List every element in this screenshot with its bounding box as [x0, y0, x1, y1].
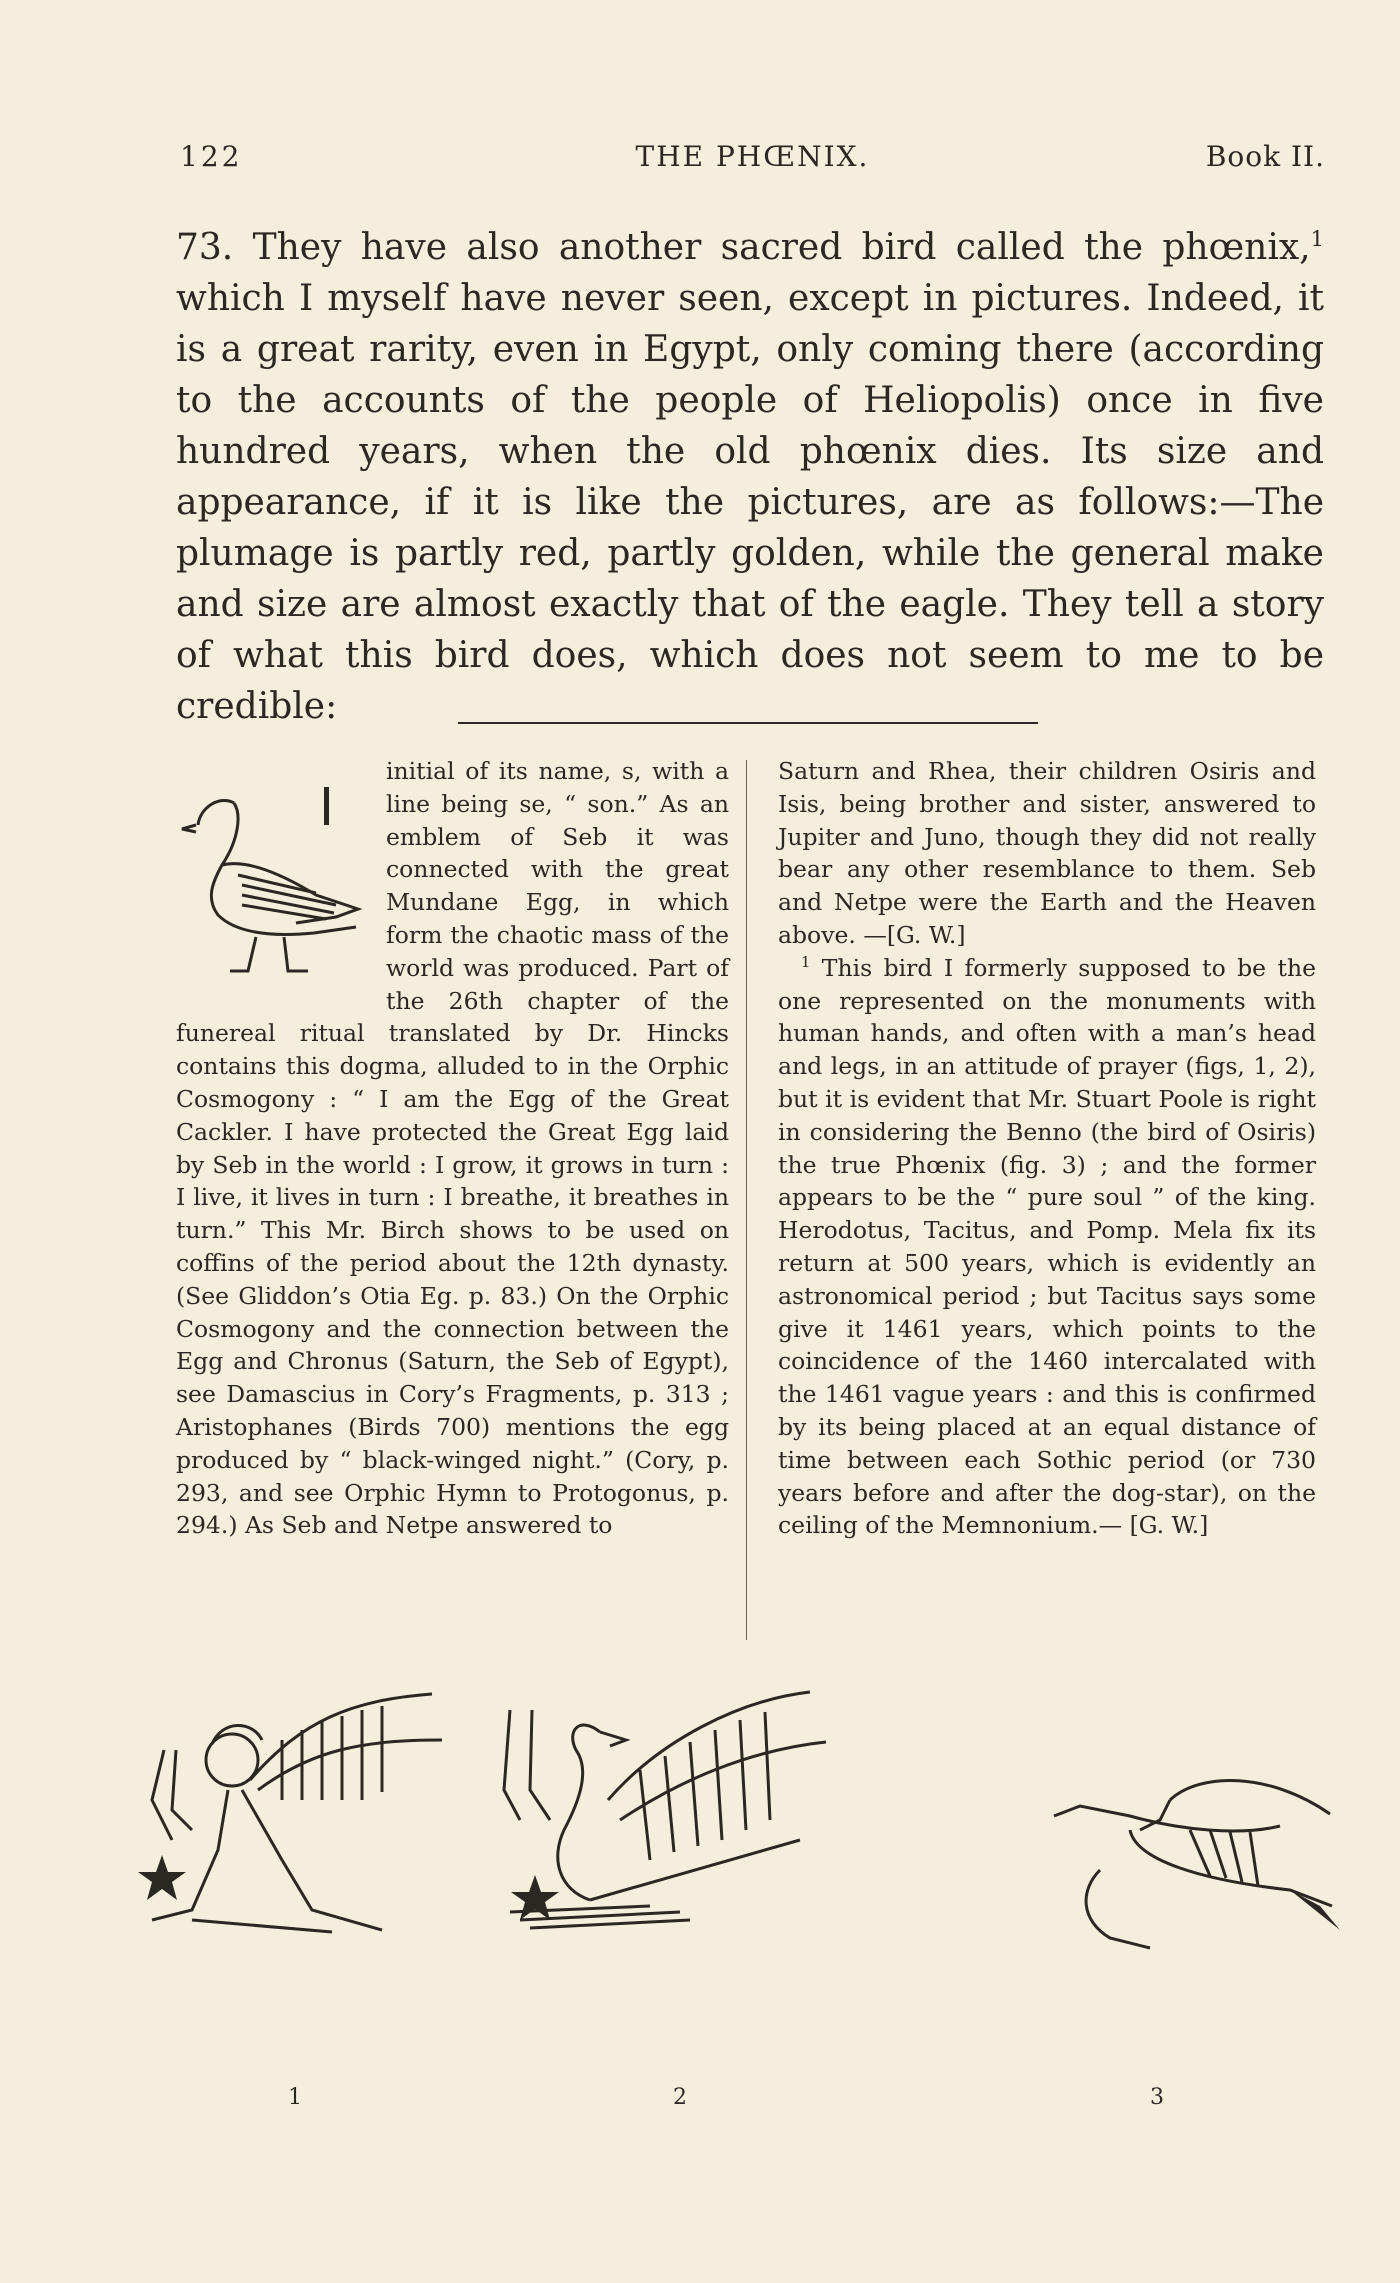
figure-strip [120, 1680, 1350, 1980]
goose-hieroglyph-figure [176, 755, 376, 985]
footnote-marker: 1 [800, 952, 811, 971]
column-separator [746, 760, 747, 1640]
book-label: Book II. [1205, 140, 1325, 173]
footnote-reference: 1 [1310, 227, 1324, 251]
figure-1-label: 1 [288, 2085, 302, 2110]
footnote-phoenix-text: This bird I formerly supposed to be the one represented on the monuments with human hands, and often with a man’s head and legs, in an attitude of prayer (figs, 1, 2), but it is evident that Mr. Stuart Poole is right in considering the Benno (the bird of Osiris) the true Phœnix (fig. 3) ; and the former appears to be the “ pure soul ” of the king. Herodotus, Tacitus, and Pomp. Mela fix its return at 500 years, which is evidently an astronomical period ; but Tacitus says some give it 1461 years, which points to the coincidence of the 1460 intercalated with the 1461 vague years : and this is confirmed by its being placed at an equal distance of time between each Sothic period (or 730 years before and after the dog-star), on the ceiling of the Memnonium.— [G. W.] [778, 953, 1316, 1540]
main-paragraph [176, 222, 1324, 732]
footnote-left-column [176, 755, 729, 1542]
figure-2-bird-with-raised-arms [480, 1680, 860, 1980]
figure-2-label: 2 [673, 2085, 687, 2110]
figure-3-label: 3 [1150, 2085, 1164, 2110]
right-column-continuation: Saturn and Rhea, their children Osiris and Isis, being brother and sister, answered to Jupiter and Juno, though they did not really bear any other resemblance to them. Seb and Netpe were the Earth and the Heaven above. —[G. W.] [778, 757, 1316, 949]
main-text-before-note: They have also another sacred bird called the phœnix, [252, 227, 1311, 268]
section-number: 73. [176, 227, 234, 268]
footnote-right-column [778, 755, 1316, 1542]
section-divider [458, 722, 1038, 724]
page-number: 122 [180, 140, 243, 173]
running-header [180, 140, 1325, 180]
running-title: THE PHŒNIX. [635, 140, 870, 173]
main-text-after-note: which I myself have never seen, except in pictures. Indeed, it is a great rarity, even in Egypt, only coming there (according to the accounts of the people of Heliopolis) once in five hundred years, when the old phœnix dies. Its size and appearance, if it is like the pictures, are as follows:—The plumage is partly red, partly golden, while the general make and size are almost exactly that of the eagle. They tell a story of what this bird does, which does not seem to me to be credible: [176, 278, 1324, 727]
figure-1-human-headed-bird [132, 1680, 462, 1980]
left-column-text: initial of its name, s, with a line being se, “ son.” As an emblem of Seb it was connected with the great Mundane Egg, in which form the chaotic mass of the world was produced. Part of the 26th chapter of the funereal ritual translated by Dr. Hincks contains this dogma, alluded to in the Orphic Cosmogony : “ I am the Egg of the Great Cackler. I have protected the Great Egg laid by Seb in the world : I grow, it grows in turn : I live, it lives in turn : I breathe, it breathes in turn.” This Mr. Birch shows to be used on coffins of the period about the 12th dynasty. (See Gliddon’s Otia Eg. p. 83.) On the Orphic Cosmogony and the connection between the Egg and Chronus (Saturn, the Seb of Egypt), see Damascius in Cory’s Fragments, p. 313 ; Aristophanes (Birds 700) mentions the egg produced by “ black-winged night.” (Cory, p. 293, and see Orphic Hymn to Protogonus, p. 294.) As Seb and Netpe answered to [176, 757, 729, 1540]
figure-3-benno-bird [1040, 1680, 1360, 1980]
